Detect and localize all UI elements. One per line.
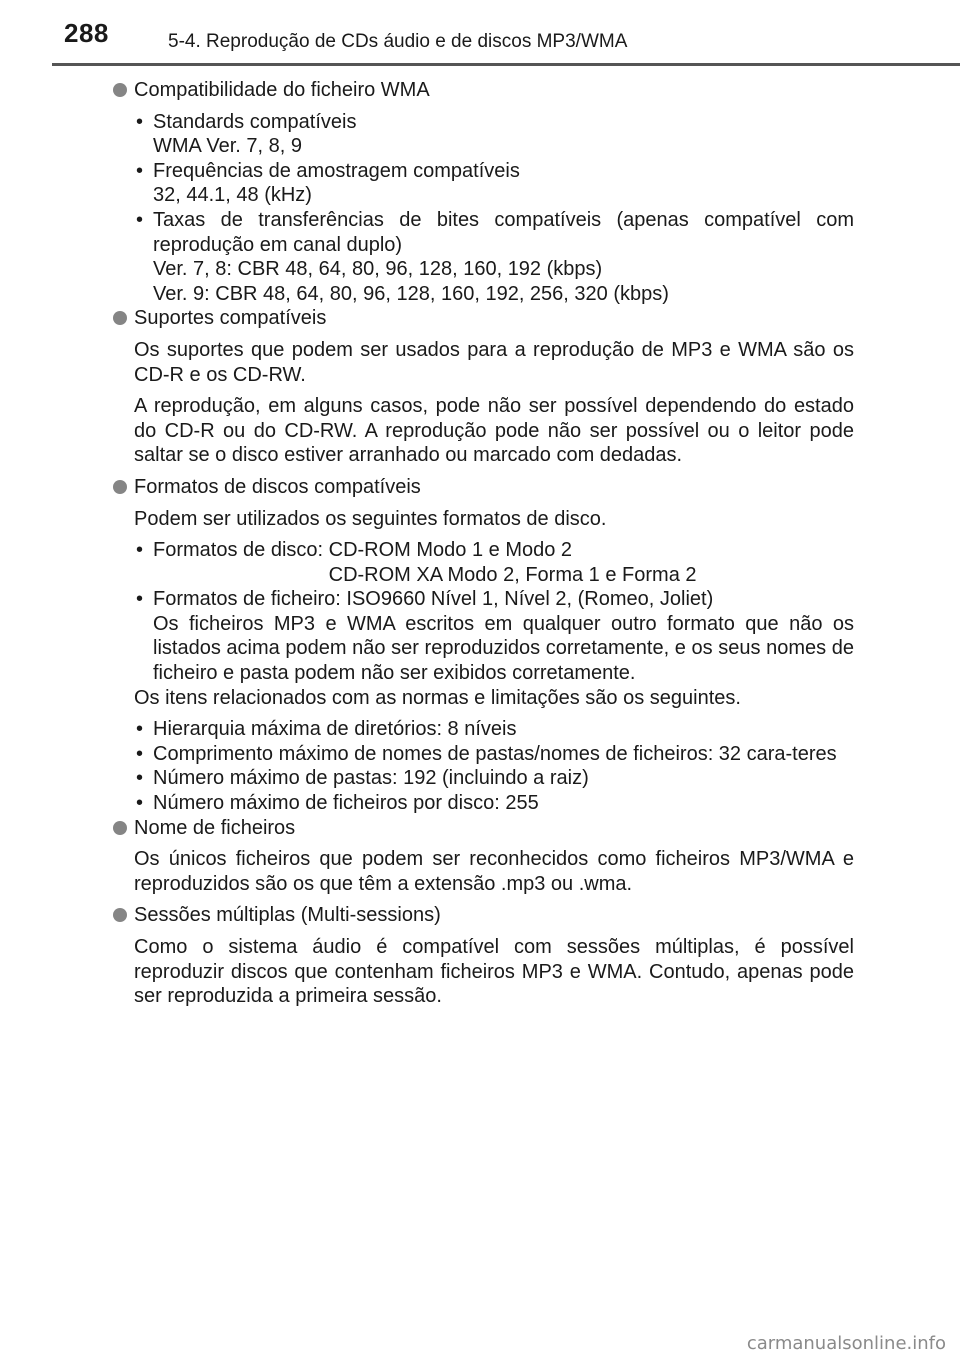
section-supported-media — [112, 306, 854, 468]
list-item: • Número máximo de pastas: 192 (incluindo a raiz) — [136, 767, 589, 790]
page-header — [0, 0, 960, 66]
paragraph: Podem ser utilizados os seguintes formatos de disco. — [134, 507, 607, 530]
bullet-dot-icon — [113, 821, 127, 835]
page-body — [112, 78, 854, 1016]
chapter-title: 5-4. Reprodução de CDs áudio e de discos MP3/WMA — [168, 31, 628, 52]
bullet-dot-icon — [113, 480, 127, 494]
bullet-list — [112, 110, 854, 307]
list-item: • Número máximo de ficheiros por disco: 255 — [136, 792, 539, 815]
section-heading: Suportes compatíveis — [112, 306, 854, 331]
paragraph: Os únicos ficheiros que podem ser reconhecidos como ficheiros MP3/WMA e reproduzidos são os que têm a extensão .mp3 ou .wma. — [134, 848, 854, 895]
bullet-list — [112, 717, 854, 815]
paragraph: Os itens relacionados com as normas e limitações são os seguintes. — [134, 686, 741, 709]
list-item: • Frequências de amostragem compatíveis 32, 44.1, 48 (kHz) — [136, 159, 520, 207]
list-item: • Taxas de transferências de bites compatíveis (apenas compatível com reprodução em canal duplo) Ver. 7, 8: CBR 48, 64, 80, 96, 128, 160, 192 (kbps) Ver. 9: CBR 48, 64, 80, 96, 128, 160, 192, 256, 320 (kbps) — [136, 208, 854, 305]
section-file-names — [112, 816, 854, 897]
section-wma-compatibility — [112, 78, 854, 306]
list-item: • Formatos de disco: CD-ROM Modo 1 e Modo 2 CD-ROM XA Modo 2, Forma 1 e Forma 2 — [136, 539, 697, 586]
list-item: • Standards compatíveis WMA Ver. 7, 8, 9 — [136, 110, 357, 158]
watermark: carmanualsonline.info — [746, 1333, 946, 1354]
section-multi-sessions — [112, 903, 854, 1008]
paragraph: Como o sistema áudio é compatível com sessões múltiplas, é possível reproduzir discos que contenham ficheiros MP3 e WMA. Contudo, apenas pode ser reproduzida a primeira sessão. — [134, 936, 854, 1008]
paragraph: A reprodução, em alguns casos, pode não ser possível dependendo do estado do CD-R ou do CD-RW. A reprodução pode não ser possível ou o leitor pode saltar se o disco estiver arranhado ou marcado com dedadas. — [134, 395, 854, 467]
list-item: • Comprimento máximo de nomes de pastas/nomes de ficheiros: 32 cara-teres — [136, 742, 837, 765]
paragraph: Os suportes que podem ser usados para a reprodução de MP3 e WMA são os CD-R e os CD-RW. — [134, 338, 854, 386]
bullet-dot-icon — [113, 311, 127, 325]
header-divider — [52, 63, 960, 66]
section-heading: Sessões múltiplas (Multi-sessions) — [112, 903, 854, 928]
section-heading: Formatos de discos compatíveis — [112, 475, 854, 500]
bullet-dot-icon — [113, 83, 127, 97]
section-heading: Compatibilidade do ficheiro WMA — [112, 78, 854, 103]
list-item: • Hierarquia máxima de diretórios: 8 níveis — [136, 718, 517, 741]
list-item: • Formatos de ficheiro: ISO9660 Nível 1, Nível 2, (Romeo, Joliet) Os ficheiros MP3 e WMA escritos em qualquer outro formato que não os listados acima podem não ser reproduzidos corretamente, e os seus nomes de ficheiro e pasta podem não ser exibidos corretamente. — [136, 588, 854, 685]
page-number: 288 — [64, 18, 109, 48]
section-disc-formats — [112, 475, 854, 816]
bullet-list — [112, 538, 854, 686]
section-heading: Nome de ficheiros — [112, 816, 854, 841]
bullet-dot-icon — [113, 908, 127, 922]
